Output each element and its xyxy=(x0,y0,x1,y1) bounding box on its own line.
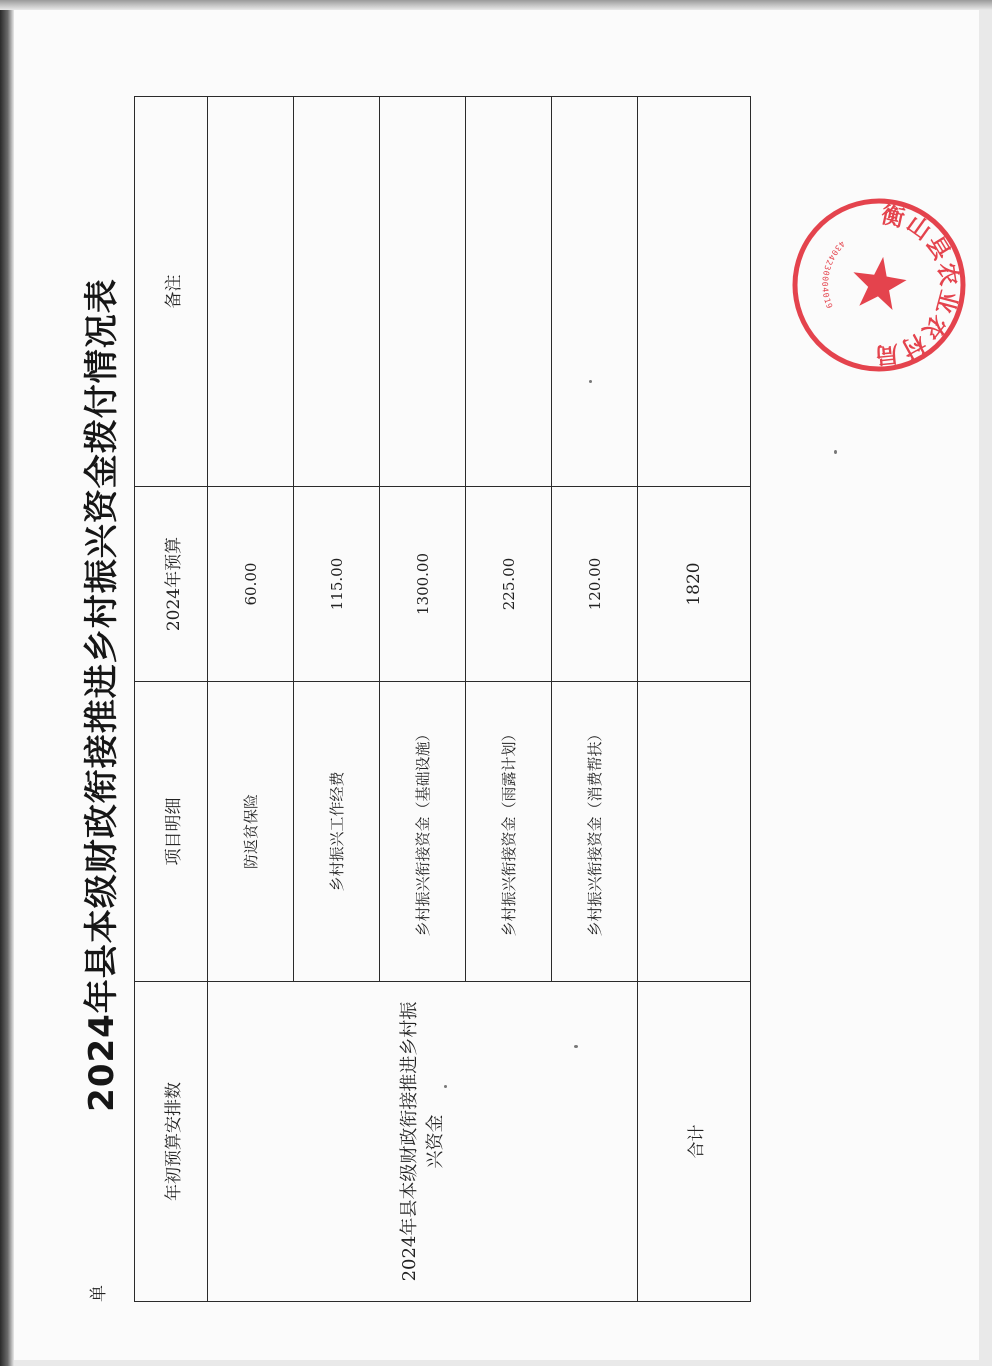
remark-cell xyxy=(208,97,294,487)
unit-label: 单 xyxy=(89,1285,109,1302)
fund-table xyxy=(134,96,751,1302)
document-rotated xyxy=(54,80,864,1310)
header-project-detail: 项目明细 xyxy=(135,682,208,982)
item-cell: 防返贫保险 xyxy=(208,682,294,982)
budget-cell: 1300.00 xyxy=(380,487,466,682)
table-header-row xyxy=(135,97,208,1302)
budget-cell: 120.00 xyxy=(552,487,638,682)
total-value-cell: 1820 xyxy=(638,487,751,682)
document-title: 2024年县本级财政衔接推进乡村振兴资金拨付情况表 xyxy=(82,278,122,1112)
budget-cell: 60.00 xyxy=(208,487,294,682)
scan-edge xyxy=(0,0,14,1366)
scan-speck xyxy=(589,380,592,383)
header-initial-budget: 年初预算安排数 xyxy=(135,982,208,1302)
seal-serial-text: 4304230004019 xyxy=(820,238,847,311)
official-seal xyxy=(789,195,969,375)
total-label-cell: 合计 xyxy=(638,982,751,1302)
item-cell: 乡村振兴衔接资金（基础设施） xyxy=(380,682,466,982)
table-total-row xyxy=(638,97,751,1302)
header-2024-budget: 2024年预算 xyxy=(135,487,208,682)
header-remark: 备注 xyxy=(135,97,208,487)
total-remark-cell xyxy=(638,97,751,487)
seal-star-icon xyxy=(852,254,912,316)
item-cell: 乡村振兴衔接资金（雨露计划） xyxy=(466,682,552,982)
scan-speck xyxy=(574,1045,578,1048)
remark-cell xyxy=(466,97,552,487)
scanned-page xyxy=(14,10,979,1360)
remark-cell xyxy=(380,97,466,487)
remark-cell xyxy=(294,97,380,487)
seal-outer-text: 衡山县农业农村局 xyxy=(872,202,962,368)
svg-text:4304230004019 xyxy=(812,238,857,311)
item-cell: 乡村振兴工作经费 xyxy=(294,682,380,982)
budget-cell: 115.00 xyxy=(294,487,380,682)
item-cell: 乡村振兴衔接资金（消费帮扶） xyxy=(552,682,638,982)
remark-cell xyxy=(552,97,638,487)
total-empty-cell xyxy=(638,682,751,982)
scan-edge-top xyxy=(0,0,992,10)
scan-speck xyxy=(834,450,837,454)
budget-cell: 225.00 xyxy=(466,487,552,682)
table-row xyxy=(208,97,294,1302)
scan-speck xyxy=(444,1085,447,1088)
group-label-cell: 2024年县本级财政衔接推进乡村振兴资金 xyxy=(208,982,638,1302)
seal-graphic xyxy=(789,195,969,375)
